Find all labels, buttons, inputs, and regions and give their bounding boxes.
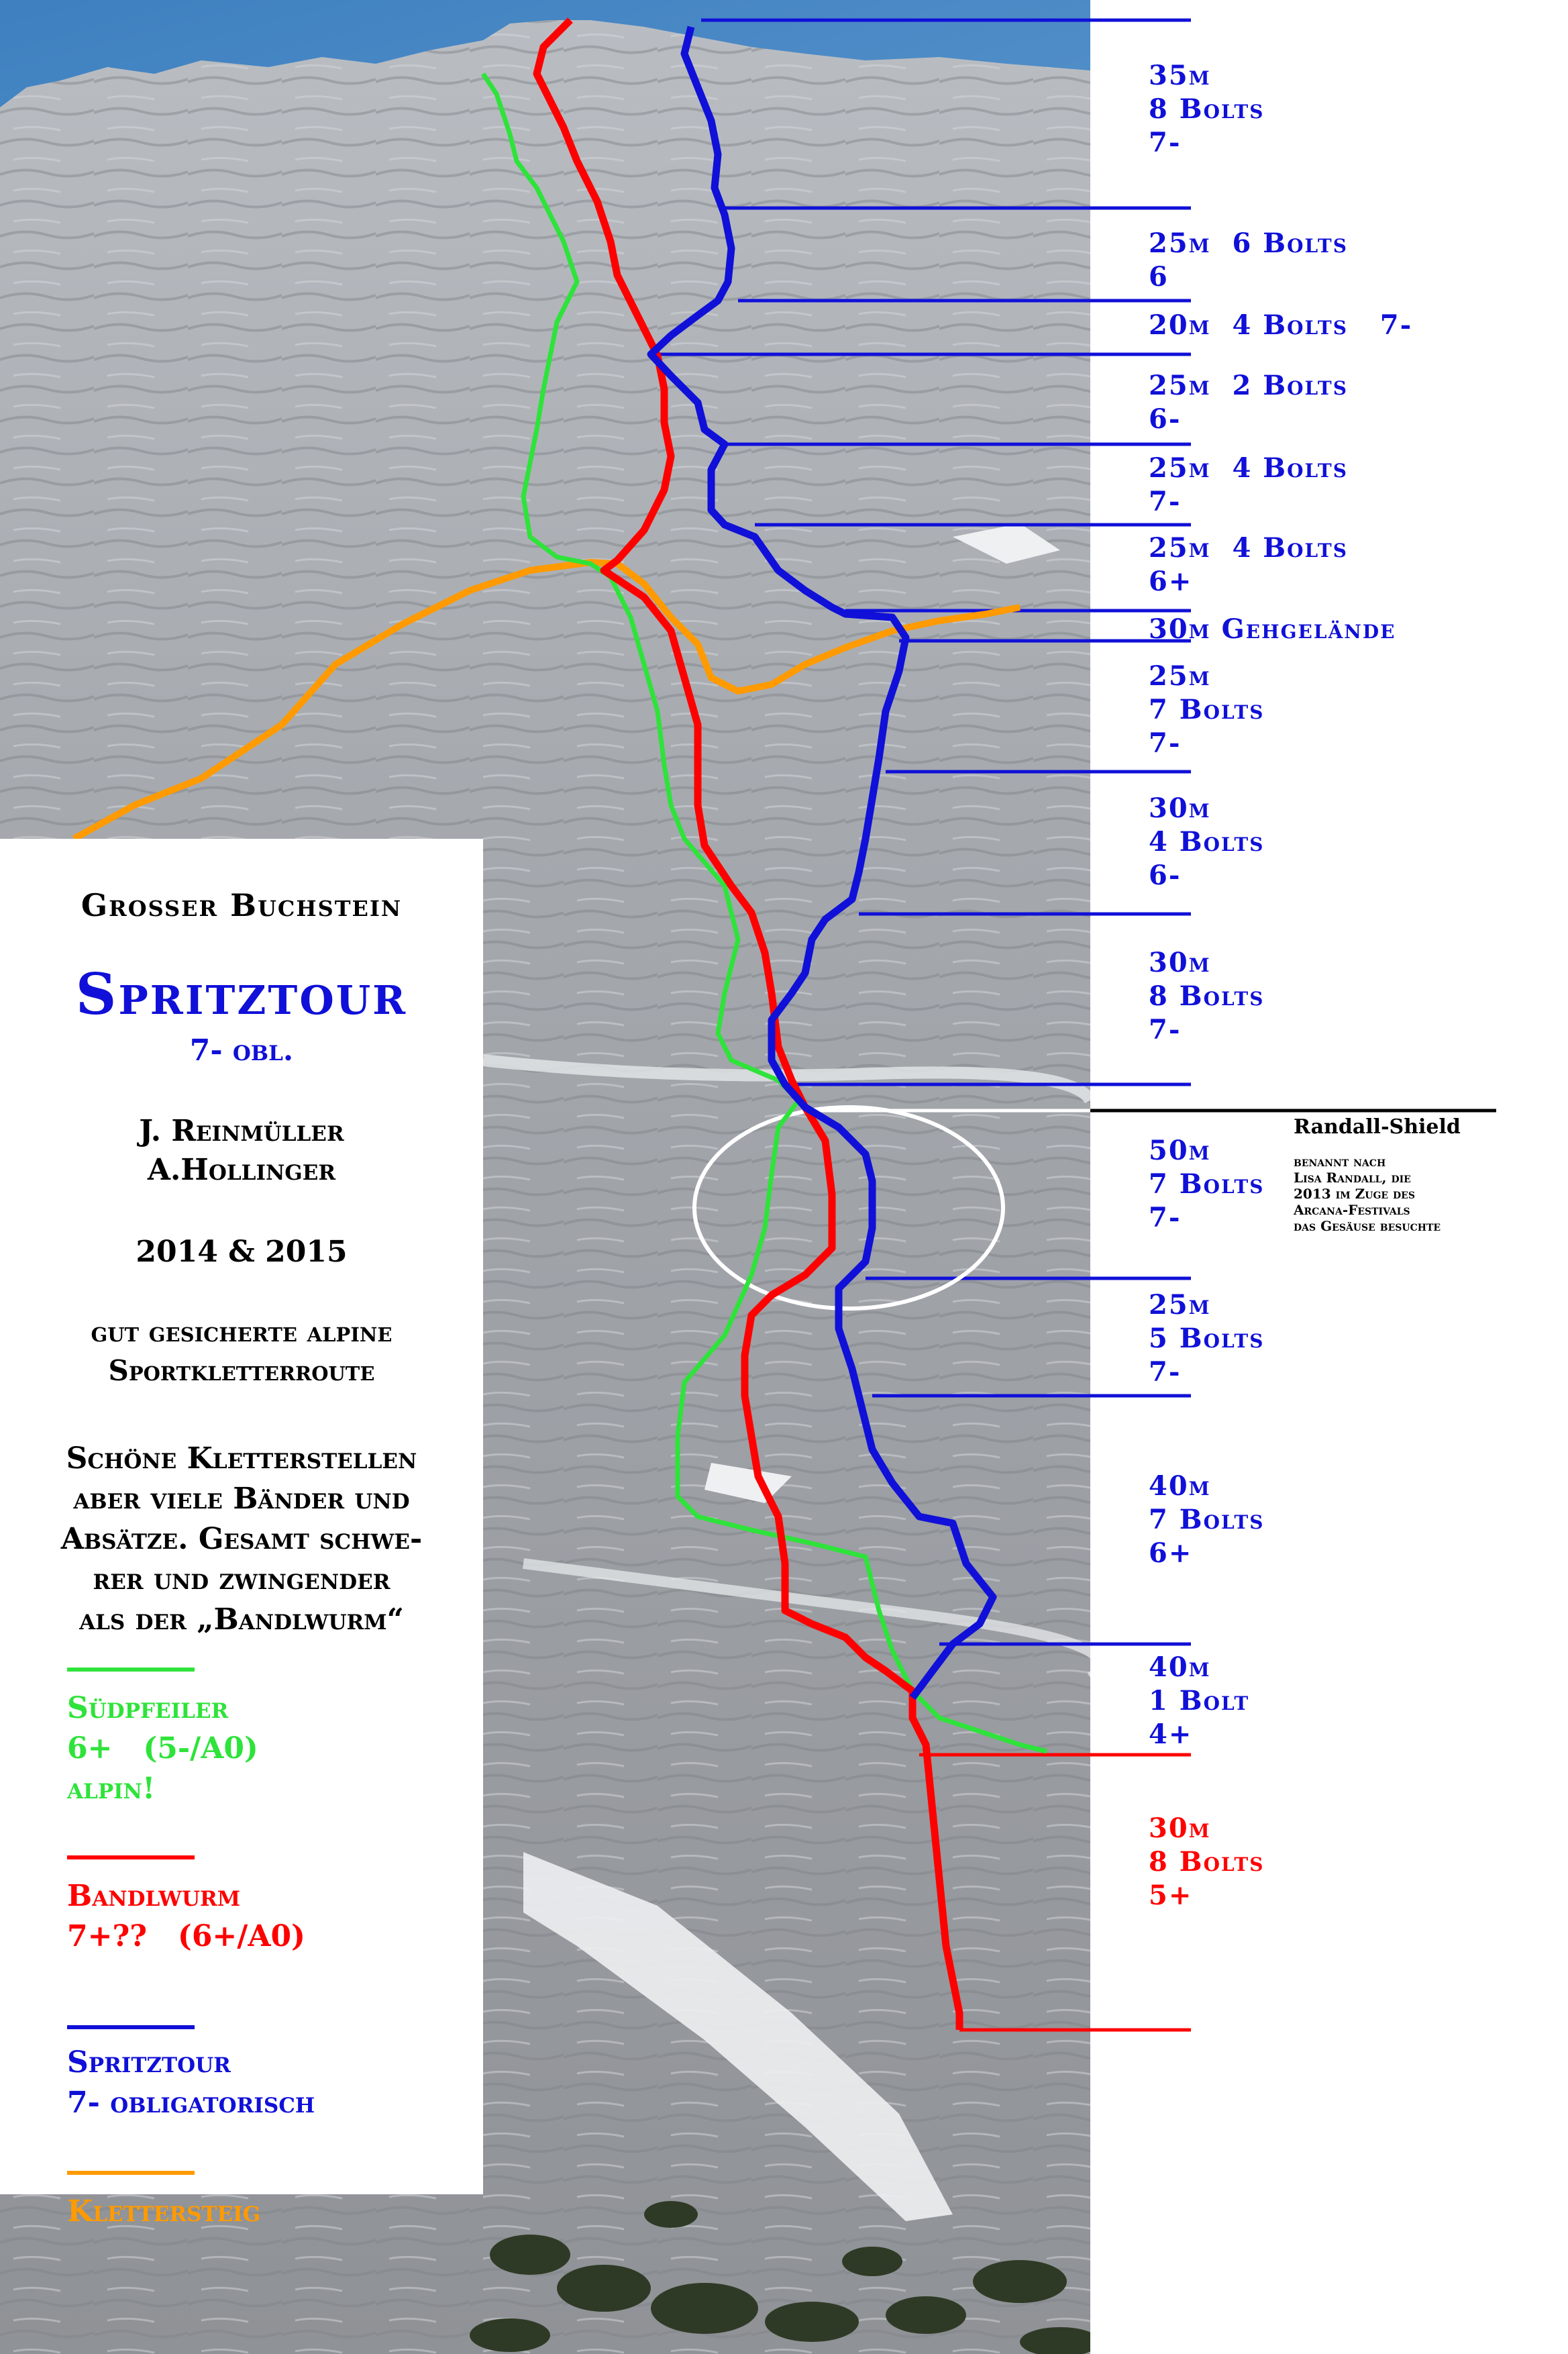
pitch-bolts: 1 Bolt: [1149, 1685, 1250, 1717]
shield-note-line: 2013 im Zuge des: [1294, 1186, 1415, 1202]
pitch-grade: 6: [1149, 261, 1169, 293]
legend-spritztour-grade: 7- obligatorisch: [67, 2086, 315, 2120]
pitch-grade: 6-: [1149, 860, 1182, 891]
pitch-grade: 6+: [1149, 1537, 1193, 1569]
pitch-14: [1149, 1651, 1249, 1751]
shield-note-line: benannt nach: [1294, 1154, 1386, 1170]
pitch-10: [1149, 946, 1264, 1047]
legend-spritztour-name: Spritztour: [67, 2045, 231, 2080]
legend-suedpfeiler-name: Südpfeiler: [67, 1691, 229, 1725]
pitch-1: [1149, 59, 1264, 160]
pitch-12: [1149, 1288, 1264, 1389]
pitch-length: 30m: [1149, 792, 1211, 824]
years: 2014 & 2015: [136, 1235, 348, 1269]
description-line: als der „Bandlwurm“: [79, 1602, 404, 1637]
pitch-bolts: 8 Bolts: [1149, 1846, 1265, 1878]
pitch-length: 25m: [1149, 1289, 1211, 1321]
pitch-length: 25m: [1149, 532, 1211, 564]
route-grade: 7- obl.: [189, 1033, 294, 1068]
pitch-13: [1149, 1470, 1264, 1570]
pitch-length: 50m: [1149, 1135, 1211, 1166]
pitch-7: [1149, 613, 1396, 646]
description-line: Schöne Kletterstellen: [66, 1441, 417, 1476]
legend-suedpfeiler-grade: 6+ (5-/A0): [67, 1731, 258, 1766]
author-1: J. Reinmüller: [139, 1114, 344, 1148]
pitch-grade: 4+: [1149, 1719, 1193, 1750]
pitch-bolts: 4 Bolts: [1232, 532, 1348, 564]
route-title: Spritztour: [75, 961, 408, 1027]
pitch-3: [1149, 309, 1412, 342]
pitch-grade: 6-: [1149, 403, 1182, 435]
pitch-grade: 7-: [1149, 1356, 1182, 1388]
pitch-length: 40m: [1149, 1651, 1211, 1683]
tagline-1: gut gesicherte alpine: [91, 1315, 393, 1348]
legend-klettersteig-name: Klettersteig: [67, 2194, 261, 2229]
pitch-length: 25m: [1149, 370, 1211, 401]
pitch-5: [1149, 452, 1348, 519]
description-line: aber viele Bänder und: [73, 1482, 410, 1516]
pitch-bolts: 7 Bolts: [1149, 1168, 1265, 1200]
pitch-bolts: 5 Bolts: [1149, 1323, 1265, 1354]
pitch-length: 25m: [1149, 660, 1211, 692]
pitch-bolts: 2 Bolts: [1232, 370, 1348, 401]
pitch-length: 25m: [1149, 227, 1211, 259]
legend-bandlwurm-grade: 7+?? (6+/A0): [67, 1919, 305, 1953]
pitch-grade: 7-: [1149, 727, 1182, 759]
shield-note-line: Arcana-Festivals: [1294, 1202, 1410, 1218]
pitch-8: [1149, 660, 1264, 760]
description-line: rer und zwingender: [93, 1562, 390, 1596]
pitch-bolts: 6 Bolts: [1232, 227, 1348, 259]
pitch-length: 35m: [1149, 60, 1211, 91]
pitch-15: [1149, 1812, 1264, 1912]
pitch-grade: 6+: [1149, 566, 1193, 597]
pitch-2: [1149, 227, 1348, 294]
pitch-bolts: 8 Bolts: [1149, 93, 1265, 125]
legend-line-spritztour: [67, 2025, 195, 2029]
pitch-bolts: 8 Bolts: [1149, 980, 1265, 1012]
pitch-6: [1149, 531, 1348, 599]
legend-suedpfeiler-note: alpin!: [67, 1772, 156, 1806]
pitch-length: 20m: [1149, 309, 1211, 341]
pitch-grade: 5+: [1149, 1880, 1193, 1911]
pitch-grade: 7-: [1149, 486, 1182, 517]
pitch-grade: 7-: [1149, 127, 1182, 158]
pitch-11: [1149, 1134, 1264, 1235]
pitch-length: 30m: [1149, 1812, 1211, 1844]
legend-line-bandlwurm: [67, 1855, 195, 1859]
info-panel: [0, 839, 483, 2229]
shield-note-line: Lisa Randall, die: [1294, 1170, 1411, 1186]
pitch-length: 30m: [1149, 947, 1211, 978]
pitch-grade: 7-: [1379, 309, 1413, 341]
shield-title: Randall-Shield: [1294, 1115, 1461, 1139]
pitch-length: 40m: [1149, 1470, 1211, 1502]
legend-bandlwurm-name: Bandlwurm: [67, 1879, 241, 1913]
summit-name: Grosser Buchstein: [81, 887, 403, 923]
pitch-bolts: 4 Bolts: [1232, 452, 1348, 484]
pitch-bolts: 7 Bolts: [1149, 1504, 1265, 1535]
pitch-length: 25m: [1149, 452, 1211, 484]
pitch-9: [1149, 792, 1264, 892]
pitch-bolts: Gehgelände: [1221, 613, 1396, 645]
pitch-bolts: 7 Bolts: [1149, 694, 1265, 725]
pitch-grade: 7-: [1149, 1014, 1182, 1045]
legend-line-suedpfeiler: [67, 1668, 195, 1672]
pitch-bolts: 4 Bolts: [1149, 826, 1265, 858]
pitch-grade: 7-: [1149, 1202, 1182, 1233]
author-2: A.Hollinger: [147, 1153, 336, 1187]
pitch-bolts: 4 Bolts: [1232, 309, 1348, 341]
shield-note-line: das Gesäuse besuchte: [1294, 1218, 1441, 1234]
pitch-length: 30m: [1149, 613, 1211, 645]
description-line: Absätze. Gesamt schwe-: [60, 1522, 423, 1556]
pitch-4: [1149, 369, 1348, 436]
tagline-2: Sportkletterroute: [108, 1354, 375, 1387]
legend-line-klettersteig: [67, 2171, 195, 2175]
